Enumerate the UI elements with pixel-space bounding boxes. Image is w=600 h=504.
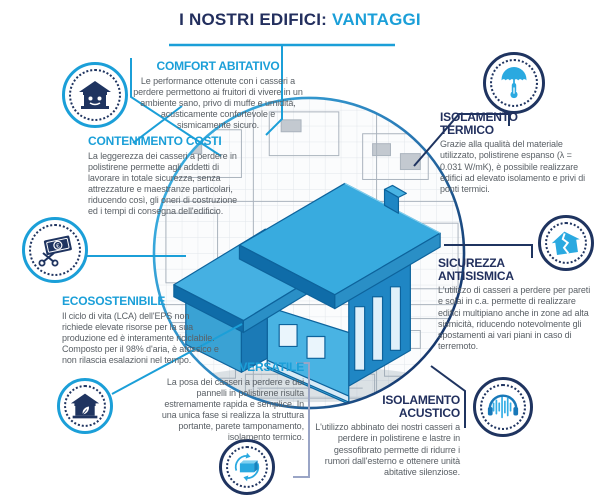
section-comfort-abitativo [133, 60, 303, 131]
section-text: Le performance ottenute con i casseri a perdere permettono ai fruitori di vivere in un ambiente sano, privo di muffe e umidità, acusticamente confortevole e sismicamente sicuro. [133, 75, 303, 131]
eco-house-leaf-icon [64, 385, 106, 427]
brick-recycle-icon [226, 446, 268, 488]
page-title-prefix: I NOSTRI EDIFICI: [179, 10, 328, 29]
smiling-house-icon [69, 69, 121, 121]
section-isolamento-acustico [310, 394, 460, 478]
section-title: VERSATILE [239, 360, 304, 374]
section-isolamento-termico [440, 111, 592, 195]
section-contenimento-costi [88, 135, 246, 218]
section-title: COMFORT ABITATIVO [156, 59, 280, 73]
section-text: La leggerezza dei casseri a perdere in polistirene permette agli addetti di lavorare in totale sicurezza, senza attrezzature e maestranze particolari, riducendo così, gli oneri di costruzione ed i tempi di consegna dell'edificio. [88, 150, 238, 217]
headphones-soundwave-icon [480, 384, 526, 430]
svg-text:€: € [55, 242, 61, 251]
page-title-highlight: VANTAGGI [332, 10, 421, 29]
scissors-banknote-icon [29, 224, 81, 276]
acustico-medallion [473, 377, 533, 437]
section-versatile [152, 361, 304, 444]
eco-medallion [57, 378, 113, 434]
versatile-medallion [219, 439, 275, 495]
section-ecosostenibile [62, 295, 222, 366]
section-text: La posa dei casseri a perdere e dei pannelli in polistirene risulta estremamente rapida e semplice. In una unica fase si realizza la struttura portante, parete tamponamento, isolamento termico. [161, 376, 304, 443]
section-title: CONTENIMENTO COSTI [88, 134, 222, 148]
section-text: Il ciclo di vita (LCA) dell'EPS non richiede elevate risorse per la sua produzione ed è interamente riciclabile. Composto per il 98% d'aria, è atossico e non rilascia esalazioni nel tempo. [62, 310, 219, 366]
section-title: ISOLAMENTO ACUSTICO [382, 393, 460, 420]
umbrella-thermometer-icon [490, 59, 538, 107]
section-text: L'utilizzo di casseri a perdere per pareti e solai in c.a. permette di realizzare edifici multipiano anche in zone ad alta sismicità, riducendo notevolmente gli spostamenti ai vari piani in caso di terremoto. [438, 285, 591, 351]
section-text: L'utilizzo abbinato dei nostri casseri a perdere in polistirene e lastre in gessofibrato permette di ridurre i rumori dall'esterno e ottenere unità abitative silenziose. [315, 422, 460, 477]
comfort-medallion [62, 62, 128, 128]
section-title: SICUREZZA ANTISISMICA [438, 256, 514, 283]
costi-medallion [22, 217, 88, 283]
section-sicurezza-antisismica [438, 257, 594, 352]
termico-medallion [483, 52, 545, 114]
section-text: Grazie alla qualità del materiale utilizzato, polistirene espanso (λ = 0.031 W/mK), è possibile realizzare edifici ad elevato isolamento e privi di ponti termici. [440, 139, 586, 194]
page-title [0, 10, 600, 30]
section-title: ISOLAMENTO TERMICO [440, 110, 518, 137]
section-title: ECOSOSTENIBILE [62, 294, 166, 308]
